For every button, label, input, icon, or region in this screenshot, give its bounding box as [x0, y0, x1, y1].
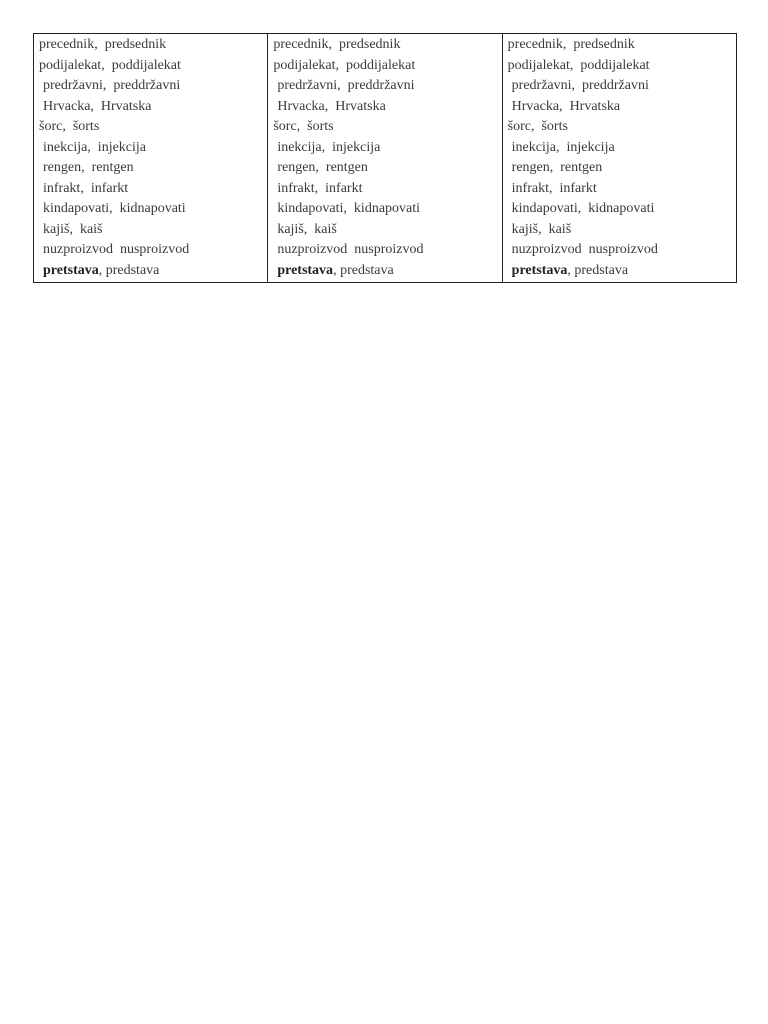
word-pair-line: inekcija, injekcija [511, 139, 615, 155]
word-pair-line: rengen, rentgen [43, 160, 134, 175]
bold-misspelling: pretstava [43, 262, 99, 278]
word-pair-line: predržavni, preddržavni [277, 78, 415, 93]
word-pair-line: nuzproizvod nusproizvod [43, 242, 190, 257]
word-pair-line: rengen, rentgen [277, 160, 368, 175]
word-pair-line: nuzproizvod nusproizvod [511, 242, 658, 257]
word-pair-line: šorc, šorts [507, 119, 568, 134]
table-cell-column-2 [268, 34, 502, 283]
correct-spelling: , predstava [333, 262, 394, 278]
word-pair-line: nuzproizvod nusproizvod [277, 242, 424, 257]
word-pair-line: podijalekat, poddijalekat [39, 57, 181, 73]
table-cell-column-3 [502, 34, 736, 283]
word-pair-line: podijalekat, poddijalekat [273, 57, 416, 73]
word-pair-line: precednik, predsednik [39, 37, 167, 52]
word-pair-line: predržavni, preddržavni [511, 78, 649, 93]
word-pair-line: Hrvacka, Hrvatska [277, 98, 386, 114]
word-pair-line: kajiš, kaiš [277, 221, 337, 237]
word-pair-line: kajiš, kaiš [511, 221, 572, 237]
word-pairs-table [33, 33, 737, 283]
word-pair-line: kindapovati, kidnapovati [43, 201, 186, 216]
word-pair-line: kindapovati, kidnapovati [277, 201, 421, 216]
word-pair-line: Hrvacka, Hrvatska [511, 98, 621, 114]
word-pair-line-last [39, 261, 263, 282]
word-pair-line: rengen, rentgen [511, 160, 603, 175]
word-pair-line: kindapovati, kidnapovati [511, 201, 655, 216]
word-pair-line: precednik, predsednik [507, 37, 635, 52]
word-pair-line: precednik, predsednik [273, 37, 401, 52]
table-cell-column-1 [34, 34, 268, 283]
word-pair-line: infrakt, infarkt [43, 180, 129, 196]
correct-spelling: , predstava [567, 262, 629, 278]
correct-spelling: , predstava [98, 262, 160, 278]
word-pair-line: inekcija, injekcija [277, 139, 381, 155]
word-pair-line: kajiš, kaiš [43, 221, 103, 237]
word-pair-line: šorc, šorts [273, 119, 334, 134]
word-pair-line: infrakt, infarkt [277, 180, 363, 196]
bold-misspelling: pretstava [277, 262, 334, 278]
word-pair-line: podijalekat, poddijalekat [507, 57, 650, 73]
table-row [34, 34, 737, 283]
word-pair-line: infrakt, infarkt [511, 180, 597, 196]
word-pair-line: Hrvacka, Hrvatska [43, 98, 152, 114]
word-pair-line-last [273, 261, 497, 282]
word-pair-line: predržavni, preddržavni [43, 78, 181, 93]
word-pair-line: inekcija, injekcija [43, 139, 147, 155]
word-pair-line: šorc, šorts [39, 119, 100, 134]
bold-misspelling: pretstava [511, 262, 568, 278]
word-pair-line-last [508, 261, 732, 282]
